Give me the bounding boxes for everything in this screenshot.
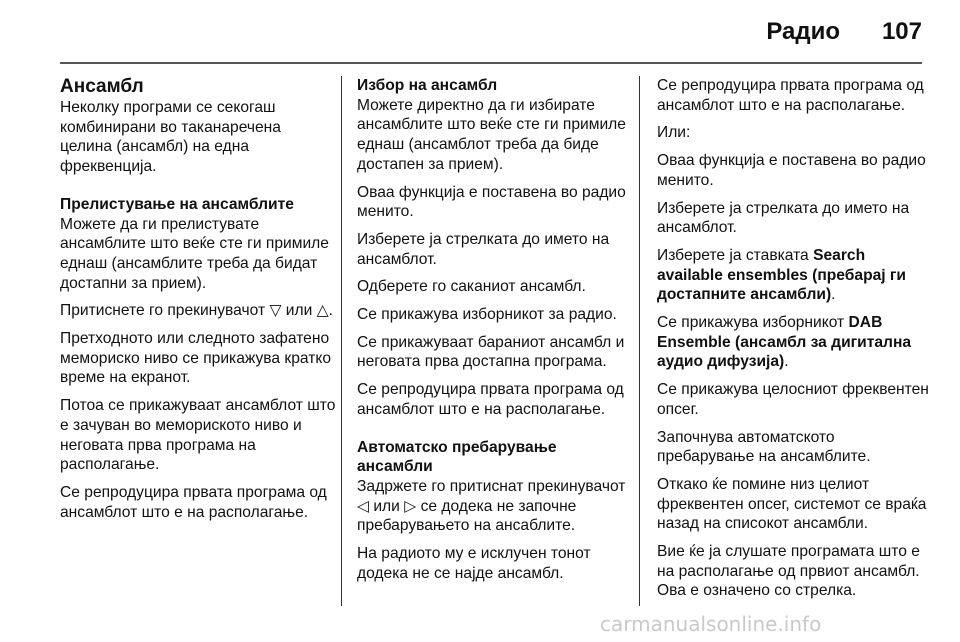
header-rule bbox=[60, 62, 922, 64]
watermark: carmanualsonline.info bbox=[600, 612, 822, 636]
paragraph: Потоа се прикажуваат ансамблот што е зачуван во мемориското ниво и неговата прва програма на располагање. bbox=[60, 397, 336, 474]
paragraph: Оваа функција е поставена во радио менито. bbox=[357, 183, 626, 221]
page-header bbox=[0, 0, 960, 62]
menu-item-name: Search available ensembles (пребарај ги достапните ансамбли) bbox=[657, 246, 907, 304]
page-title: Радио bbox=[766, 18, 840, 45]
column-3 bbox=[657, 76, 929, 609]
column-2 bbox=[357, 76, 629, 591]
paragraph: Изберете ја стрелката до името на ансамблот. bbox=[657, 199, 910, 237]
column-divider-2 bbox=[639, 76, 640, 606]
menu-name: DAB Ensemble (ансамбл за дигитална аудио дифузија) bbox=[657, 314, 912, 371]
column-divider-1 bbox=[341, 76, 342, 606]
paragraph: Притиснете го прекинувачот ▽ или △. bbox=[60, 301, 333, 320]
paragraph: Откако ќе помине низ целиот фреквентен опсег, системот се враќа назад на списокот ансамбли. bbox=[657, 475, 927, 533]
paragraph: Задржете го притиснат прекинувачот ◁ или ▷ се додека не започне пребарувањето на ансаблите. bbox=[357, 477, 626, 535]
subheading-select-ensemble: Избор на ансамбл bbox=[357, 77, 498, 94]
paragraph: Се репродуцира првата програма од ансамблот што е на располагање. bbox=[657, 77, 924, 114]
paragraph: Се прикажува изборникот DAB Ensemble (ансамбл за дигитална аудио дифузија). bbox=[657, 314, 912, 371]
page-number: 107 bbox=[881, 18, 922, 45]
subheading-browse-ensembles: Прелистување на ансамблите bbox=[60, 195, 294, 213]
paragraph: Можете да ги прелистувате ансамблите што веќе сте ги примиле еднаш (ансамблите треба да бидат достапни за прием). bbox=[60, 215, 329, 292]
triangle-up-icon: △ bbox=[316, 301, 329, 320]
paragraph: Се прикажува целосниот фреквентен опсег. bbox=[657, 381, 929, 418]
triangle-right-icon: ▷ bbox=[404, 496, 417, 515]
triangle-down-icon: ▽ bbox=[269, 301, 282, 320]
triangle-left-icon: ◁ bbox=[357, 496, 369, 515]
paragraph: Се репродуцира првата програма од ансамблот што е на располагање. bbox=[357, 381, 624, 418]
column-1 bbox=[60, 76, 336, 530]
paragraph: На радиото му е исклучен тонот додека не се најде ансамбл. bbox=[357, 545, 591, 582]
paragraph: Се репродуцира првата програма од ансамблот што е на располагање. bbox=[60, 483, 327, 521]
paragraph: Или: bbox=[657, 124, 691, 142]
paragraph: Изберете ја ставката Search available ensembles (пребарај ги достапните ансамбли). bbox=[657, 246, 907, 304]
paragraph: Се прикажува изборникот за радио. bbox=[357, 306, 617, 324]
paragraph: Одберете го саканиот ансамбл. bbox=[357, 278, 586, 296]
paragraph: Вие ќе ја слушате програмата што е на располагање од првиот ансамбл. Ова е означено со стрелка. bbox=[657, 543, 920, 600]
subheading-auto-search: Автоматско пребарување ансамбли bbox=[357, 438, 557, 476]
paragraph: Се прикажуваат бараниот ансамбл и неговата прва достапна програма. bbox=[357, 333, 625, 371]
paragraph: Претходното или следното зафатено мемориско ниво се прикажува кратко време на екранот. bbox=[60, 330, 332, 387]
paragraph: Неколку програми се секогаш комбинирани во таканаречена целина (ансамбл) на една фреквенција. bbox=[60, 99, 281, 176]
paragraph: Започнува автоматското пребарување на ансамблите. bbox=[657, 428, 871, 466]
section-heading-ensemble: Ансамбл bbox=[60, 76, 144, 97]
paragraph: Изберете ја стрелката до името на ансамблот. bbox=[357, 230, 610, 268]
paragraph: Оваа функција е поставена во радио менито. bbox=[657, 152, 926, 189]
paragraph: Можете директно да ги избирате ансамблите што веќе сте ги примиле еднаш (ансамблот треба да биде достапен за прием). bbox=[357, 96, 626, 173]
